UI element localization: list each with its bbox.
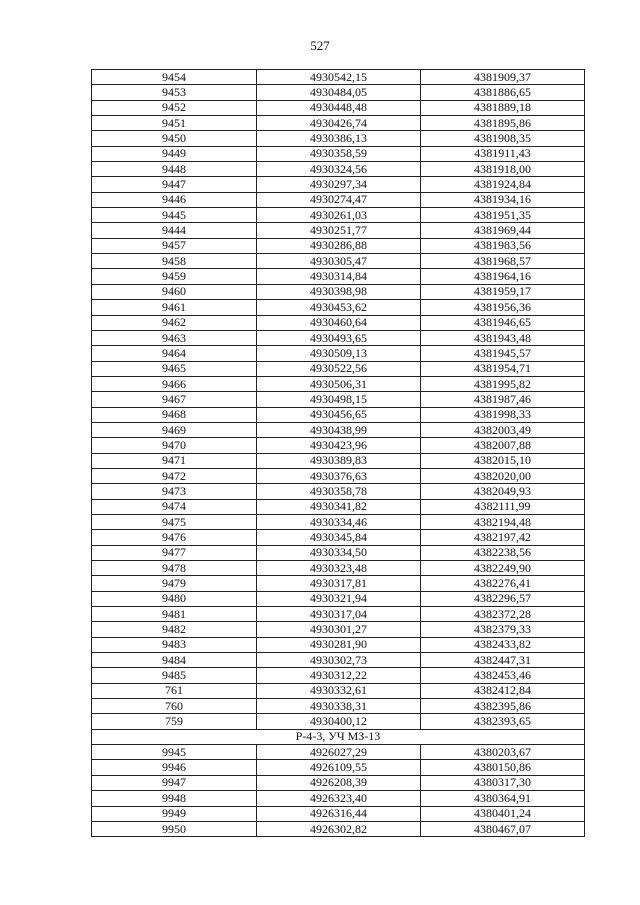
table-row bbox=[92, 607, 585, 622]
x-coordinate-cell: 4930456,65 bbox=[257, 407, 421, 422]
point-number-cell: 9445 bbox=[92, 208, 257, 223]
point-number-cell: 9464 bbox=[92, 346, 257, 361]
point-number-cell: 9469 bbox=[92, 422, 257, 437]
table-row bbox=[92, 131, 585, 146]
y-coordinate-cell: 4382276,41 bbox=[421, 576, 585, 591]
x-coordinate-cell: 4930542,15 bbox=[257, 70, 421, 85]
table-row bbox=[92, 821, 585, 836]
table-row bbox=[92, 453, 585, 468]
table-row bbox=[92, 223, 585, 238]
x-coordinate-cell: 4930301,27 bbox=[257, 622, 421, 637]
y-coordinate-cell: 4380364,91 bbox=[421, 791, 585, 806]
x-coordinate-cell: 4930341,82 bbox=[257, 499, 421, 514]
x-coordinate-cell: 4930448,48 bbox=[257, 100, 421, 115]
table-row bbox=[92, 791, 585, 806]
x-coordinate-cell: 4930484,05 bbox=[257, 85, 421, 100]
x-coordinate-cell: 4930302,73 bbox=[257, 653, 421, 668]
y-coordinate-cell: 4382015,10 bbox=[421, 453, 585, 468]
x-coordinate-cell: 4930305,47 bbox=[257, 254, 421, 269]
y-coordinate-cell: 4381895,86 bbox=[421, 116, 585, 131]
point-number-cell: 9450 bbox=[92, 131, 257, 146]
y-coordinate-cell: 4381911,43 bbox=[421, 146, 585, 161]
x-coordinate-cell: 4926323,40 bbox=[257, 791, 421, 806]
table-row bbox=[92, 392, 585, 407]
y-coordinate-cell: 4381934,16 bbox=[421, 192, 585, 207]
y-coordinate-cell: 4382049,93 bbox=[421, 484, 585, 499]
x-coordinate-cell: 4930323,48 bbox=[257, 561, 421, 576]
y-coordinate-cell: 4381951,35 bbox=[421, 208, 585, 223]
point-number-cell: 761 bbox=[92, 683, 257, 698]
y-coordinate-cell: 4381983,56 bbox=[421, 238, 585, 253]
x-coordinate-cell: 4930312,22 bbox=[257, 668, 421, 683]
x-coordinate-cell: 4930274,47 bbox=[257, 192, 421, 207]
point-number-cell: 9447 bbox=[92, 177, 257, 192]
point-number-cell: 9454 bbox=[92, 70, 257, 85]
x-coordinate-cell: 4930438,99 bbox=[257, 422, 421, 437]
point-number-cell: 9945 bbox=[92, 745, 257, 760]
point-number-cell: 9473 bbox=[92, 484, 257, 499]
table-row bbox=[92, 561, 585, 576]
y-coordinate-cell: 4381943,48 bbox=[421, 330, 585, 345]
point-number-cell: 9485 bbox=[92, 668, 257, 683]
table-row bbox=[92, 85, 585, 100]
point-number-cell: 9466 bbox=[92, 376, 257, 391]
table-row bbox=[92, 499, 585, 514]
table-row bbox=[92, 315, 585, 330]
table-row bbox=[92, 806, 585, 821]
y-coordinate-cell: 4382447,31 bbox=[421, 653, 585, 668]
point-number-cell: 759 bbox=[92, 714, 257, 729]
table-row bbox=[92, 407, 585, 422]
y-coordinate-cell: 4382393,65 bbox=[421, 714, 585, 729]
table-row bbox=[92, 100, 585, 115]
x-coordinate-cell: 4930493,65 bbox=[257, 330, 421, 345]
y-coordinate-cell: 4382111,99 bbox=[421, 499, 585, 514]
y-coordinate-cell: 4382249,90 bbox=[421, 561, 585, 576]
point-number-cell: 9468 bbox=[92, 407, 257, 422]
section-title: Р-4-3, УЧ МЗ-13 bbox=[92, 729, 585, 744]
table-row bbox=[92, 376, 585, 391]
y-coordinate-cell: 4382395,86 bbox=[421, 699, 585, 714]
table-row bbox=[92, 254, 585, 269]
point-number-cell: 9444 bbox=[92, 223, 257, 238]
point-number-cell: 9474 bbox=[92, 499, 257, 514]
y-coordinate-cell: 4381908,35 bbox=[421, 131, 585, 146]
point-number-cell: 9946 bbox=[92, 760, 257, 775]
y-coordinate-cell: 4381924,84 bbox=[421, 177, 585, 192]
y-coordinate-cell: 4381918,00 bbox=[421, 162, 585, 177]
point-number-cell: 9461 bbox=[92, 300, 257, 315]
x-coordinate-cell: 4930453,62 bbox=[257, 300, 421, 315]
table-row bbox=[92, 714, 585, 729]
table-row bbox=[92, 576, 585, 591]
x-coordinate-cell: 4930358,59 bbox=[257, 146, 421, 161]
y-coordinate-cell: 4381945,57 bbox=[421, 346, 585, 361]
table-row bbox=[92, 330, 585, 345]
y-coordinate-cell: 4382194,48 bbox=[421, 514, 585, 529]
table-row bbox=[92, 775, 585, 790]
table-row bbox=[92, 177, 585, 192]
section-header-row bbox=[92, 729, 585, 744]
x-coordinate-cell: 4930251,77 bbox=[257, 223, 421, 238]
point-number-cell: 9458 bbox=[92, 254, 257, 269]
x-coordinate-cell: 4930321,94 bbox=[257, 591, 421, 606]
point-number-cell: 9948 bbox=[92, 791, 257, 806]
y-coordinate-cell: 4381889,18 bbox=[421, 100, 585, 115]
x-coordinate-cell: 4930334,50 bbox=[257, 545, 421, 560]
y-coordinate-cell: 4382296,57 bbox=[421, 591, 585, 606]
x-coordinate-cell: 4930460,64 bbox=[257, 315, 421, 330]
table-row bbox=[92, 545, 585, 560]
table-row bbox=[92, 637, 585, 652]
x-coordinate-cell: 4930281,90 bbox=[257, 637, 421, 652]
table-body bbox=[92, 70, 585, 837]
x-coordinate-cell: 4930345,84 bbox=[257, 530, 421, 545]
point-number-cell: 9467 bbox=[92, 392, 257, 407]
point-number-cell: 9452 bbox=[92, 100, 257, 115]
point-number-cell: 9460 bbox=[92, 284, 257, 299]
x-coordinate-cell: 4930498,15 bbox=[257, 392, 421, 407]
point-number-cell: 9463 bbox=[92, 330, 257, 345]
x-coordinate-cell: 4930324,56 bbox=[257, 162, 421, 177]
point-number-cell: 9478 bbox=[92, 561, 257, 576]
x-coordinate-cell: 4930286,88 bbox=[257, 238, 421, 253]
x-coordinate-cell: 4930522,56 bbox=[257, 361, 421, 376]
x-coordinate-cell: 4930506,31 bbox=[257, 376, 421, 391]
point-number-cell: 9472 bbox=[92, 468, 257, 483]
table-row bbox=[92, 269, 585, 284]
x-coordinate-cell: 4926027,29 bbox=[257, 745, 421, 760]
y-coordinate-cell: 4381968,57 bbox=[421, 254, 585, 269]
y-coordinate-cell: 4382020,00 bbox=[421, 468, 585, 483]
point-number-cell: 9462 bbox=[92, 315, 257, 330]
coordinates-table bbox=[91, 69, 585, 837]
table-row bbox=[92, 591, 585, 606]
x-coordinate-cell: 4926302,82 bbox=[257, 821, 421, 836]
point-number-cell: 760 bbox=[92, 699, 257, 714]
table-row bbox=[92, 422, 585, 437]
x-coordinate-cell: 4930389,83 bbox=[257, 453, 421, 468]
point-number-cell: 9470 bbox=[92, 438, 257, 453]
point-number-cell: 9481 bbox=[92, 607, 257, 622]
x-coordinate-cell: 4930509,13 bbox=[257, 346, 421, 361]
y-coordinate-cell: 4381998,33 bbox=[421, 407, 585, 422]
table-row bbox=[92, 361, 585, 376]
point-number-cell: 9449 bbox=[92, 146, 257, 161]
point-number-cell: 9477 bbox=[92, 545, 257, 560]
table-row bbox=[92, 116, 585, 131]
point-number-cell: 9459 bbox=[92, 269, 257, 284]
y-coordinate-cell: 4380203,67 bbox=[421, 745, 585, 760]
table-row bbox=[92, 70, 585, 85]
y-coordinate-cell: 4380467,07 bbox=[421, 821, 585, 836]
point-number-cell: 9475 bbox=[92, 514, 257, 529]
table-row bbox=[92, 346, 585, 361]
table-row bbox=[92, 530, 585, 545]
table-row bbox=[92, 146, 585, 161]
y-coordinate-cell: 4381946,65 bbox=[421, 315, 585, 330]
x-coordinate-cell: 4930332,61 bbox=[257, 683, 421, 698]
x-coordinate-cell: 4930398,98 bbox=[257, 284, 421, 299]
table-row bbox=[92, 300, 585, 315]
point-number-cell: 9448 bbox=[92, 162, 257, 177]
y-coordinate-cell: 4381886,65 bbox=[421, 85, 585, 100]
table-row bbox=[92, 484, 585, 499]
table-row bbox=[92, 745, 585, 760]
point-number-cell: 9471 bbox=[92, 453, 257, 468]
x-coordinate-cell: 4930426,74 bbox=[257, 116, 421, 131]
y-coordinate-cell: 4382197,42 bbox=[421, 530, 585, 545]
x-coordinate-cell: 4930338,31 bbox=[257, 699, 421, 714]
point-number-cell: 9479 bbox=[92, 576, 257, 591]
y-coordinate-cell: 4382379,33 bbox=[421, 622, 585, 637]
y-coordinate-cell: 4380317,30 bbox=[421, 775, 585, 790]
y-coordinate-cell: 4382412,84 bbox=[421, 683, 585, 698]
y-coordinate-cell: 4380401,24 bbox=[421, 806, 585, 821]
point-number-cell: 9482 bbox=[92, 622, 257, 637]
x-coordinate-cell: 4930261,03 bbox=[257, 208, 421, 223]
point-number-cell: 9480 bbox=[92, 591, 257, 606]
x-coordinate-cell: 4926316,44 bbox=[257, 806, 421, 821]
point-number-cell: 9483 bbox=[92, 637, 257, 652]
point-number-cell: 9476 bbox=[92, 530, 257, 545]
y-coordinate-cell: 4381969,44 bbox=[421, 223, 585, 238]
x-coordinate-cell: 4930334,46 bbox=[257, 514, 421, 529]
x-coordinate-cell: 4930376,63 bbox=[257, 468, 421, 483]
x-coordinate-cell: 4926109,55 bbox=[257, 760, 421, 775]
y-coordinate-cell: 4382238,56 bbox=[421, 545, 585, 560]
y-coordinate-cell: 4382433,82 bbox=[421, 637, 585, 652]
table-row bbox=[92, 192, 585, 207]
point-number-cell: 9950 bbox=[92, 821, 257, 836]
y-coordinate-cell: 4382007,88 bbox=[421, 438, 585, 453]
y-coordinate-cell: 4381909,37 bbox=[421, 70, 585, 85]
table-row bbox=[92, 760, 585, 775]
x-coordinate-cell: 4930358,78 bbox=[257, 484, 421, 499]
y-coordinate-cell: 4381964,16 bbox=[421, 269, 585, 284]
page-number: 527 bbox=[310, 38, 330, 53]
table-row bbox=[92, 238, 585, 253]
table-row bbox=[92, 668, 585, 683]
y-coordinate-cell: 4381959,17 bbox=[421, 284, 585, 299]
table-row bbox=[92, 683, 585, 698]
point-number-cell: 9457 bbox=[92, 238, 257, 253]
point-number-cell: 9949 bbox=[92, 806, 257, 821]
point-number-cell: 9451 bbox=[92, 116, 257, 131]
table-row bbox=[92, 699, 585, 714]
table-row bbox=[92, 284, 585, 299]
x-coordinate-cell: 4926208,39 bbox=[257, 775, 421, 790]
table-row bbox=[92, 514, 585, 529]
y-coordinate-cell: 4381995,82 bbox=[421, 376, 585, 391]
point-number-cell: 9484 bbox=[92, 653, 257, 668]
table-row bbox=[92, 622, 585, 637]
table-row bbox=[92, 208, 585, 223]
y-coordinate-cell: 4381954,71 bbox=[421, 361, 585, 376]
y-coordinate-cell: 4381956,36 bbox=[421, 300, 585, 315]
point-number-cell: 9453 bbox=[92, 85, 257, 100]
y-coordinate-cell: 4382453,46 bbox=[421, 668, 585, 683]
point-number-cell: 9947 bbox=[92, 775, 257, 790]
x-coordinate-cell: 4930386,13 bbox=[257, 131, 421, 146]
table-row bbox=[92, 438, 585, 453]
y-coordinate-cell: 4380150,86 bbox=[421, 760, 585, 775]
x-coordinate-cell: 4930297,34 bbox=[257, 177, 421, 192]
y-coordinate-cell: 4381987,46 bbox=[421, 392, 585, 407]
y-coordinate-cell: 4382372,28 bbox=[421, 607, 585, 622]
table-row bbox=[92, 653, 585, 668]
table-row bbox=[92, 468, 585, 483]
x-coordinate-cell: 4930423,96 bbox=[257, 438, 421, 453]
point-number-cell: 9446 bbox=[92, 192, 257, 207]
x-coordinate-cell: 4930317,81 bbox=[257, 576, 421, 591]
x-coordinate-cell: 4930314,84 bbox=[257, 269, 421, 284]
x-coordinate-cell: 4930400,12 bbox=[257, 714, 421, 729]
x-coordinate-cell: 4930317,04 bbox=[257, 607, 421, 622]
y-coordinate-cell: 4382003,49 bbox=[421, 422, 585, 437]
point-number-cell: 9465 bbox=[92, 361, 257, 376]
table-row bbox=[92, 162, 585, 177]
